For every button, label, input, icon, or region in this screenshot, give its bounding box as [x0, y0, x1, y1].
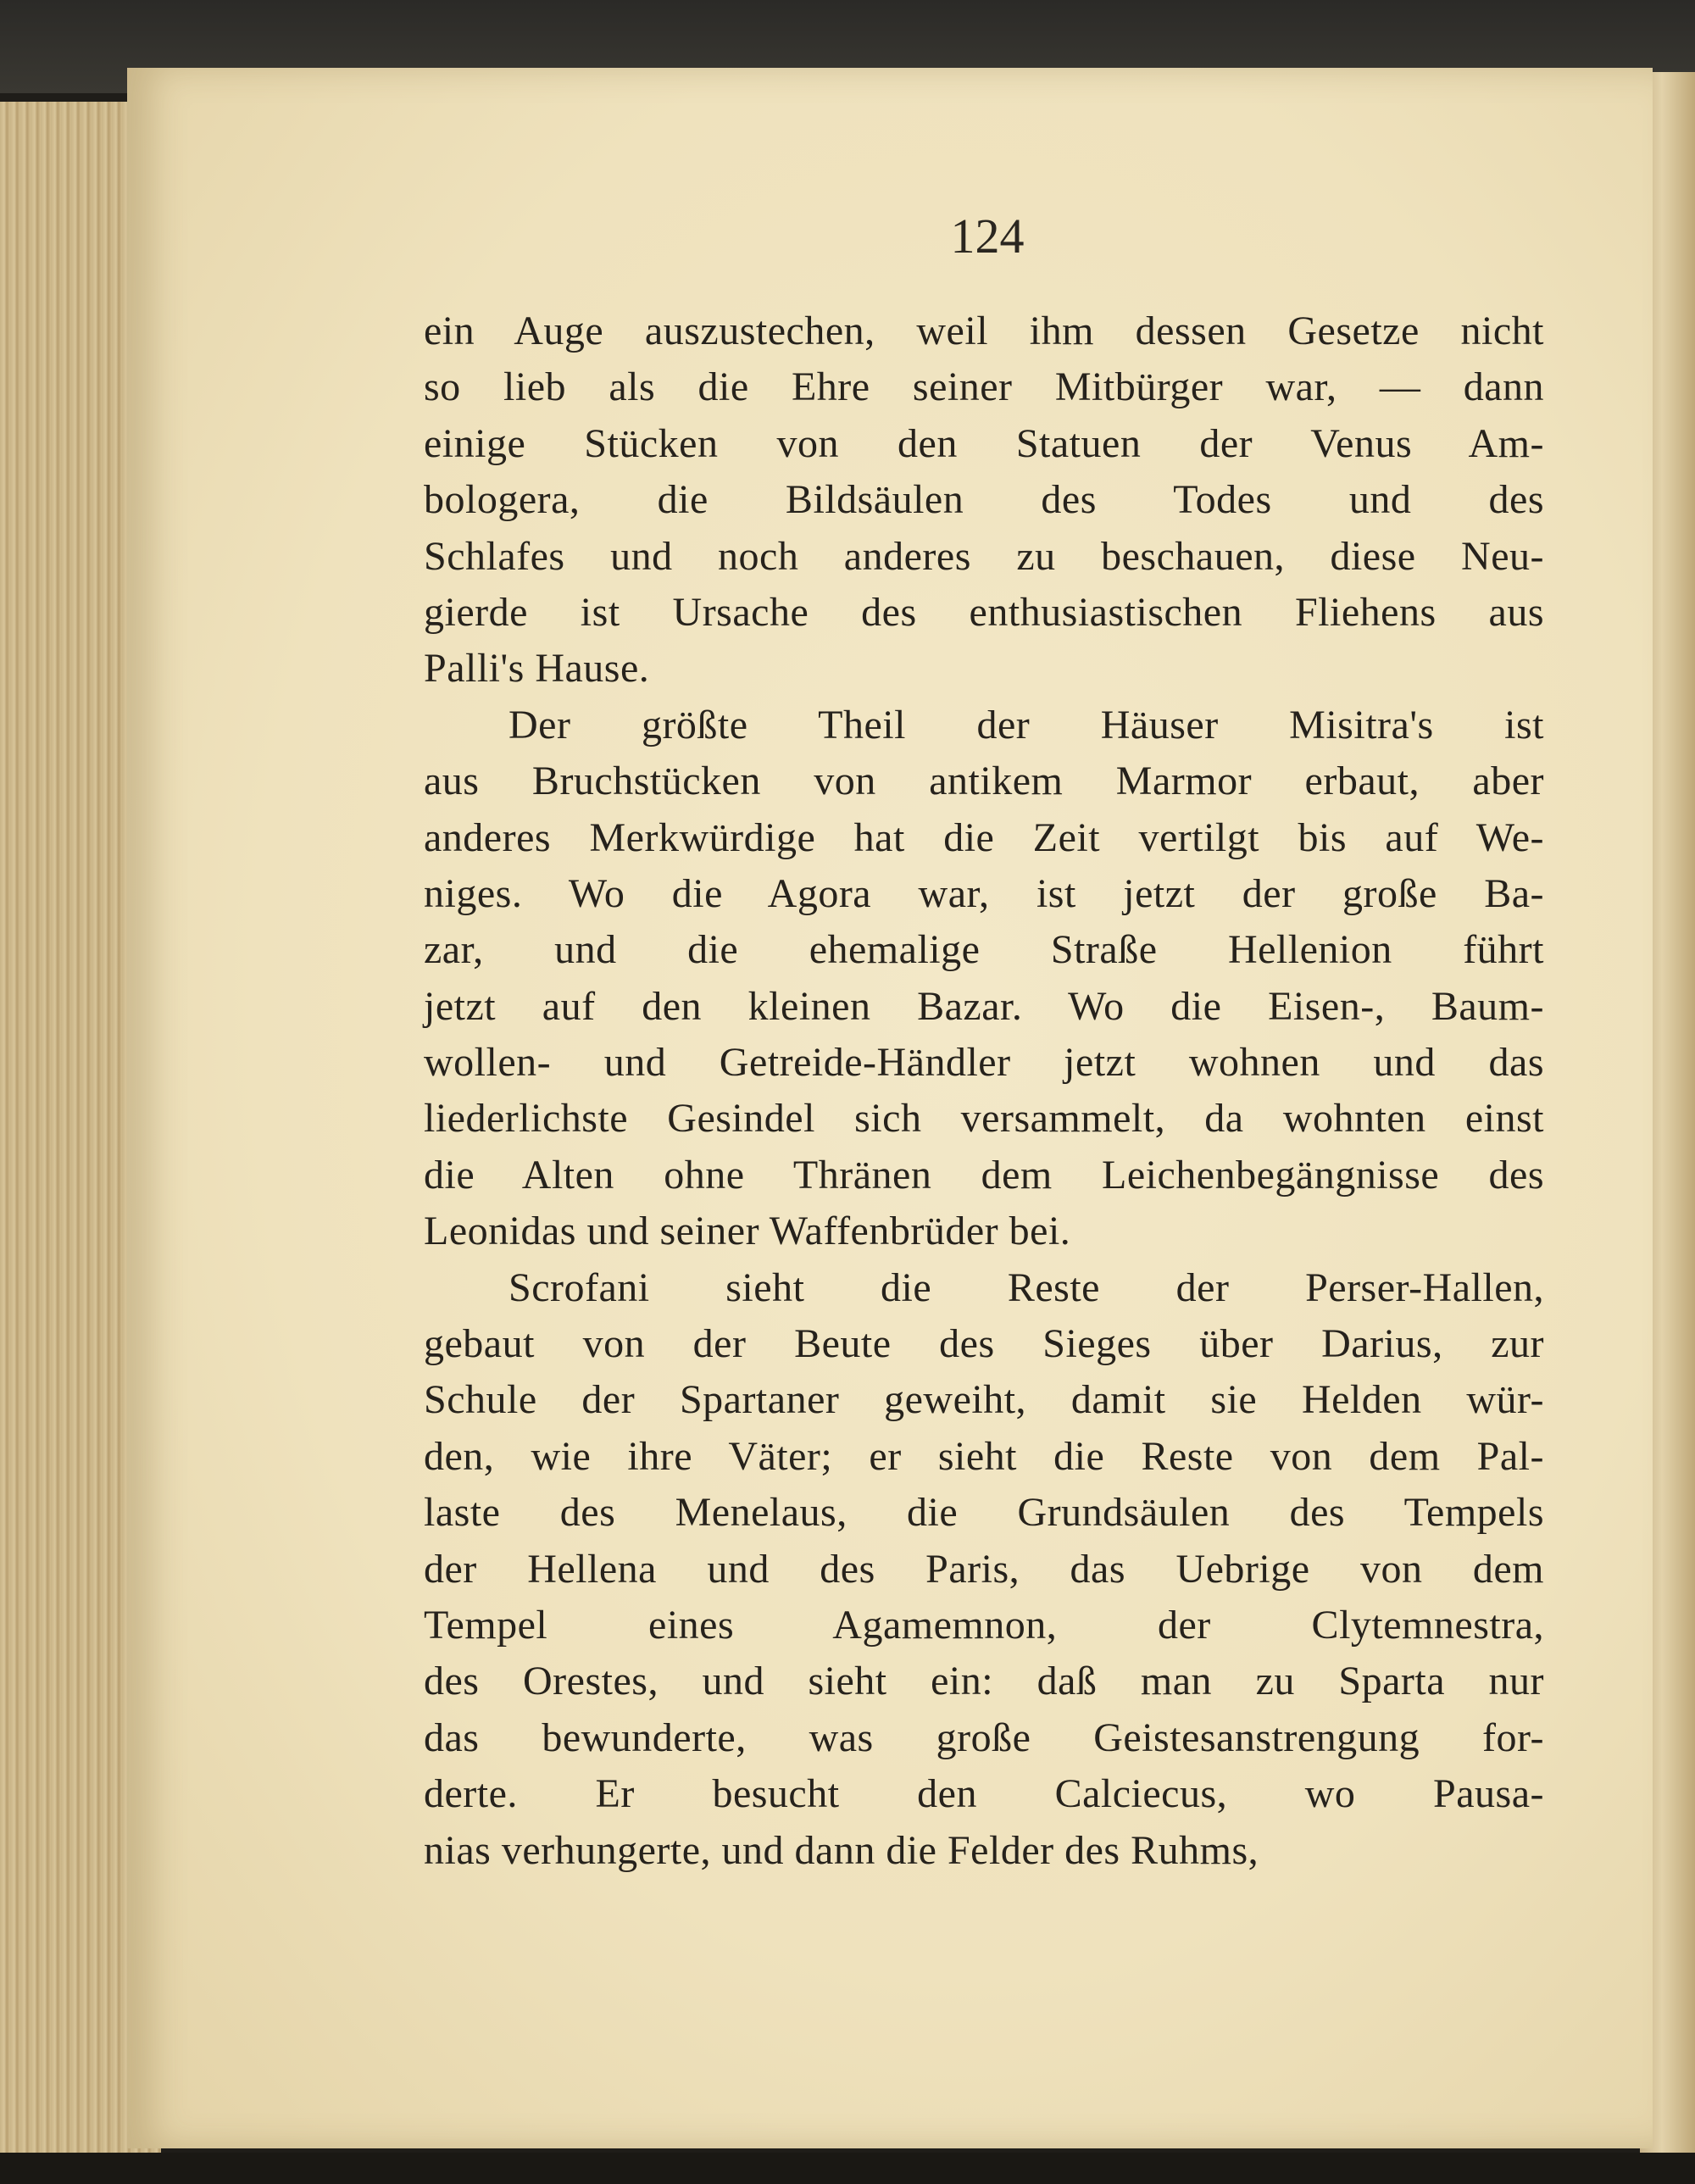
text-line: Tempel eines Agamemnon, der Clytemnestra, — [424, 1602, 1544, 1648]
text-line: Schlafes und noch anderes zu beschauen, diese Neu- — [424, 533, 1544, 579]
text-line: das bewunderte, was große Geistesanstrengung for- — [424, 1714, 1544, 1760]
text-line: niges. Wo die Agora war, ist jetzt der große Ba- — [424, 870, 1544, 916]
text-line: gebaut von der Beute des Sieges über Darius, zur — [424, 1321, 1544, 1367]
text-line: wollen- und Getreide-Händler jetzt wohnen und das — [424, 1040, 1544, 1086]
text-line: Schule der Spartaner geweiht, damit sie Helden wür- — [424, 1377, 1544, 1423]
text-line: nias verhungerte, und dann die Felder des Ruhms, — [424, 1827, 1259, 1873]
text-line: jetzt auf den kleinen Bazar. Wo die Eisen-, Baum- — [424, 983, 1544, 1029]
text-line: laste des Menelaus, die Grundsäulen des Tempels — [424, 1490, 1544, 1536]
scanner-background-bottom — [0, 2153, 1695, 2184]
text-line: des Orestes, und sieht ein: daß man zu Sparta nur — [424, 1659, 1544, 1704]
text-line: aus Bruchstücken von antikem Marmor erbaut, aber — [424, 759, 1544, 804]
text-line: die Alten ohne Thränen dem Leichenbegängnisse des — [424, 1152, 1544, 1198]
text-line: anderes Merkwürdige hat die Zeit vertilgt bis auf We- — [424, 814, 1544, 860]
text-line: bologera, die Bildsäulen des Todes und des — [424, 477, 1544, 523]
body-text — [424, 303, 1544, 1879]
text-line: Scrofani sieht die Reste der Perser-Hallen, — [508, 1264, 1544, 1310]
text-line: gierde ist Ursache des enthusiastischen Fliehens aus — [424, 589, 1544, 635]
text-line: Palli's Hause. — [424, 646, 650, 692]
text-line: den, wie ihre Väter; er sieht die Reste von dem Pal- — [424, 1433, 1544, 1479]
text-line: zar, und die ehemalige Straße Hellenion führt — [424, 927, 1544, 973]
text-line: Der größte Theil der Häuser Misitra's ist — [508, 702, 1544, 747]
text-line: liederlichste Gesindel sich versammelt, da wohnten einst — [424, 1096, 1544, 1142]
page-number: 124 — [950, 208, 1025, 264]
text-line: ein Auge auszustechen, weil ihm dessen Gesetze nicht — [424, 308, 1544, 353]
text-line: derte. Er besucht den Calciecus, wo Pausa- — [424, 1771, 1544, 1817]
text-line: einige Stücken von den Statuen der Venus Am- — [424, 420, 1544, 466]
text-line: der Hellena und des Paris, das Uebrige von dem — [424, 1546, 1544, 1592]
text-line: Leonidas und seiner Waffenbrüder bei. — [424, 1209, 1071, 1254]
text-line: so lieb als die Ehre seiner Mitbürger war, — dann — [424, 364, 1544, 410]
